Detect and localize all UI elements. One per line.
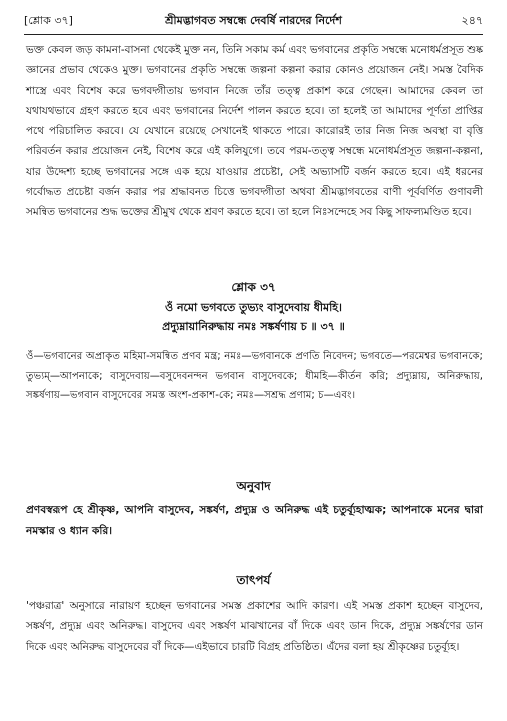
header-rule [24,34,483,35]
running-header [24,10,483,32]
intro-paragraph [26,40,483,223]
purport-text: 'পঞ্চরাত্র' অনুসারে নারায়ণ হচ্ছেন ভগবানের সমস্ত প্রকাশের আদি কারণ। এই সমস্ত প্রকাশ হচ্ছেন বাসুদেব, সঙ্কর্ষণ, প্রদ্যুম্ন এবং অনিরুদ্ধ। বাসুদেব এবং সঙ্কর্ষণ মাঝখানের বাঁ দিকে এবং ডান দিকে, প্রদ্যুম্ন সঙ্কর্ষণের ডান দিকে এবং অনিরুদ্ধ বাসুদেবের বাঁ দিকে—এইভাবে চারটি বিগ্রহ প্রতিষ্ঠিত। এঁদের বলা হয় শ্রীকৃষ্ণের চতুর্ব্যূহ। [26,600,483,653]
translation [26,500,483,542]
translation-text: প্রণবস্বরূপ হে শ্রীকৃষ্ণ, আপনি বাসুদেব, সঙ্কর্ষণ, প্রদ্যুম্ন ও অনিরুদ্ধ এই চতুর্ব্যূহাত্মক; আপনাকে মনের দ্বারা নমস্কার ও ধ্যান করি। [26,504,483,537]
intro-paragraph-text: ভক্ত কেবল জড় কামনা-বাসনা থেকেই মুক্ত নন, তিনি সকাম কর্ম এবং ভগবানের প্রকৃতি সম্বন্ধে মনোধর্মপ্রসূত শুষ্ক জ্ঞানের প্রভাব থেকেও মুক্ত। ভগবানের প্রকৃতি সম্বন্ধে জল্পনা কল্পনা করার কোনও প্রয়োজন নেই। সমস্ত বৈদিক শাস্ত্রে এবং বিশেষ করে ভগবদ্গীতায় ভগবান নিজে তাঁর তত্ত্ব প্রকাশ করে গেছেন। আমাদের কেবল তা যথাযথভাবে গ্রহণ করতে হবে এবং ভগবানের নির্দেশ পালন করতে হবে। তা হলেই তা আমাদের পূর্ণতা প্রাপ্তির পথে পরিচালিত করবে। যে যেখানে রয়েছে সেখানেই থাকতে পারে। কারোরই তার নিজ নিজ অবস্থা বা বৃত্তি পরিবর্তন করার প্রয়োজন নেই, বিশেষ করে এই কলিযুগে। তবে পরম-তত্ত্ব সম্বন্ধে মনোধর্মপ্রসূত জল্পনা-কল্পনা, যার উদ্দেশ্য হচ্ছে ভগবানের সঙ্গে এক হয়ে যাওয়ার প্রচেষ্টা, সেই অভ্যাসটি বর্জন করতে হবে। এই ধরনের গর্বোদ্ধত প্রচেষ্টা বর্জন করার পর শ্রদ্ধাবনত চিত্তে ভগবদ্গীতা অথবা শ্রীমদ্ভাগবতের বাণী পূর্ববর্ণিত গুণাবলী সমন্বিত ভগবানের শুদ্ধ ভক্তের শ্রীমুখ থেকে শ্রবণ করতে হবে। তা হলে নিঃসন্দেহে সব কিছু সাফল্যমণ্ডিত হবে। [26,44,483,219]
sanskrit-verse [0,298,507,336]
purport-heading: তাৎপর্য [236,573,271,587]
verse-heading: শ্লোক ৩৭ [231,280,276,294]
page-number: ২৪৭ [461,14,483,27]
word-meanings-text: ওঁ—ভগবানের অপ্রাকৃত মহিমা-সমন্বিত প্রণব মন্ত্র; নমঃ—ভগবানকে প্রণতি নিবেদন; ভগবতে—পরমেশ্বর ভগবানকে; তুভ্যম্—আপনাকে; বাসুদেবায়—বসুদেবনন্দন ভগবান বাসুদেবকে; ধীমহি—কীর্তন করি; প্রদ্যুম্নায়, অনিরুদ্ধায়, সঙ্কর্ষণায়—ভগবান বাসুদেবের সমস্ত অংশ-প্রকাশ-কে; নমঃ—সশ্রদ্ধ প্রণাম; চ—এবং। [26,351,483,401]
chapter-title: শ্রীমদ্ভাগবত সম্বন্ধে দেবর্ষি নারদের নির্দেশ [165,14,342,27]
translation-heading: অনুবাদ [236,479,271,493]
word-meanings [26,347,483,406]
verse-line-1: ওঁ নমো ভগবতে তুভ্যং বাসুদেবায় ধীমহি। [165,301,342,314]
verse-reference: [শ্লোক ৩৭] [24,14,73,27]
verse-line-2: প্রদ্যুম্নায়ানিরুদ্ধায় নমঃ সঙ্কর্ষণায় চ ॥ ৩৭ ॥ [162,320,345,333]
purport [26,596,483,657]
